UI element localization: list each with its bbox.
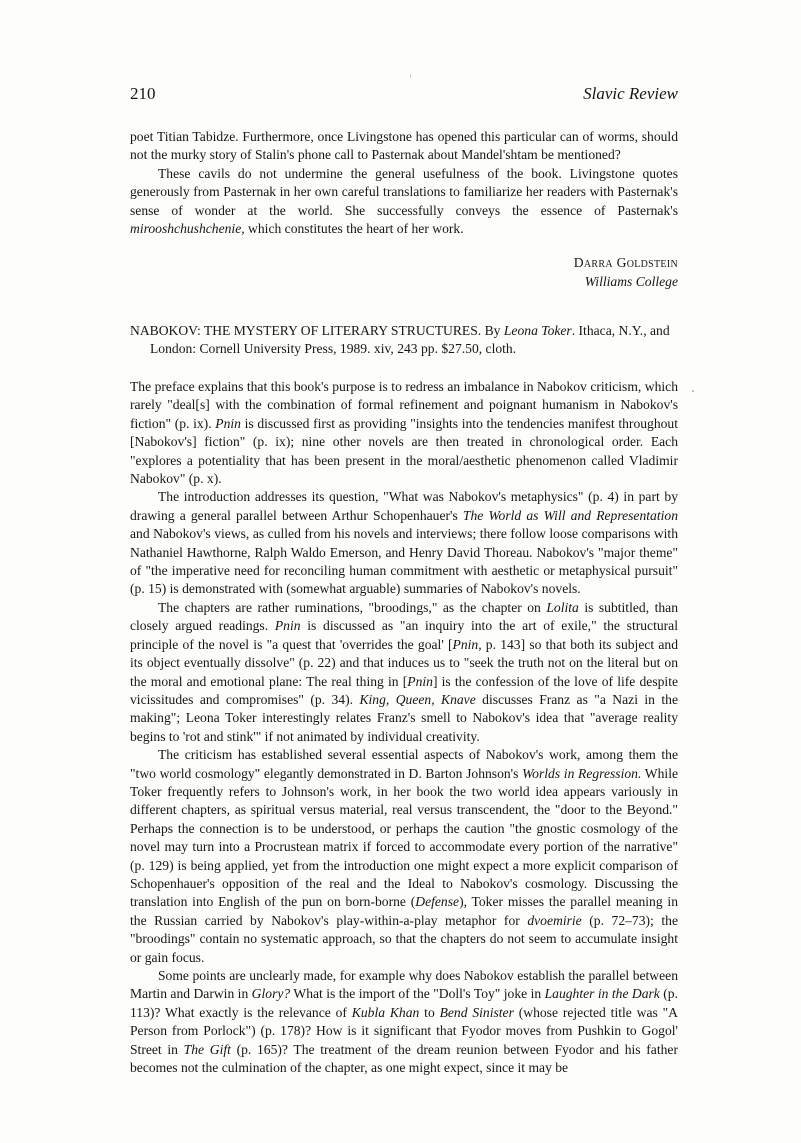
review-body bbox=[130, 378, 678, 1077]
paragraph: The preface explains that this book's purpose is to redress an imbalance in Nabokov criticism, which rarely "deal[s] with the combination of formal refinement and poignant humanism in Nabokov's fiction" (p. ix). Pnin is discussed first as providing "insights into the tendencies manifest throughout [Nabokov's] fiction" (p. ix); nine other novels are then treated in chronological order. Each "explores a potentiality that has been present in the moral/aesthetic phenomenon called Vladimir Nabokov" (p. x). bbox=[130, 379, 679, 487]
review-heading: NABOKOV: THE MYSTERY OF LITERARY STRUCTURES. By Leona Toker. Ithaca, N.Y., and London: Cornell University Press, 1989. xiv, 243 pp. $27.50, cloth. bbox=[130, 323, 670, 357]
journal-title: Slavic Review bbox=[583, 84, 678, 103]
paragraph: Some points are unclearly made, for example why does Nabokov establish the parallel between Martin and Darwin in Glory? What is the import of the "Doll's Toy" joke in Laughter in the Dark (p. 113)? What exactly is the relevance of Kubla Khan to Bend Sinister (whose rejected title was "A Person from Porlock") (p. 178)? How is it significant that Fyodor moves from Pushkin to Gogol' Street in The Gift (p. 165)? The treatment of the dream reunion between Fyodor and his father becomes not the culmination of the chapter, as one might expect, since it may be bbox=[130, 968, 678, 1076]
paragraph: These cavils do not undermine the general usefulness of the book. Livingstone quotes generously from Pasternak in her own careful translations to familiarize her readers with Pasternak's sense of wonder at the world. She successfully conveys the essence of Pasternak's mirooshchushchenie, which constitutes the heart of her work. bbox=[130, 165, 678, 237]
scan-mark bbox=[410, 74, 411, 78]
paragraph: The introduction addresses its question, "What was Nabokov's metaphysics" (p. 4) in part by drawing a general parallel between Arthur Schopenhauer's The World as Will and Representation and Nabokov's views, as culled from his novels and interviews; there follow loose comparisons with Nathaniel Hawthorne, Ralph Waldo Emerson, and Henry David Thoreau. Nabokov's "major theme" of "the imperative need for reconciling human commitment with aesthetic or metaphysical pursuit" (p. 15) is demonstrated with (somewhat arguable) summaries of Nabokov's novels. bbox=[130, 489, 678, 597]
reviewer-name: Darra Goldstein bbox=[573, 255, 678, 271]
reviewer-institution: Williams College bbox=[584, 273, 678, 289]
paragraph: poet Titian Tabidze. Furthermore, once Livingstone has opened this particular can of worms, should not the murky story of Stalin's phone call to Pasternak about Mandel'shtam be mentioned? bbox=[130, 129, 678, 163]
previous-review-ending bbox=[130, 128, 678, 291]
scan-speck bbox=[692, 390, 694, 392]
paragraph: The criticism has established several essential aspects of Nabokov's work, among them the "two world cosmology" elegantly demonstrated in D. Barton Johnson's Worlds in Regression. While Toker frequently refers to Johnson's work, in her book the two world idea appears variously in different chapters, as spiritual versus material, real versus transcendent, the "door to the Beyond." Perhaps the connection is to be understood, or perhaps the caution "the gnostic cosmology of the novel may turn into a Procrustean matrix if forced to accommodate every portion of the narrative" (p. 129) is being applied, yet from the introduction one might expect a more explicit comparison of Schopenhauer's opposition of the real and the Ideal to Nabokov's cosmology. Discussing the translation into English of the pun on born-borne (Defense), Toker misses the parallel meaning in the Russian carried by Nabokov's play-within-a-play metaphor for dvoemirie (p. 72–73); the "broodings" contain no systematic approach, so that the chapters do not seem to accumulate insight or gain focus. bbox=[130, 747, 679, 965]
paragraph: The chapters are rather ruminations, "broodings," as the chapter on Lolita is subtitled, than closely argued readings. Pnin is discussed as "an inquiry into the art of exile," the structural principle of the novel is "a quest that 'overrides the goal' [Pnin, p. 143] so that both its subject and its object eventually dissolve" (p. 22) and that induces us to "seek the truth not on the literal but on the moral and emotional plane: The real thing in [Pnin] is the confession of the love of life despite vicissitudes and compromises" (p. 34). King, Queen, Knave discusses Franz as "a Nazi in the making"; Leona Toker interestingly relates Franz's smell to Nabokov's idea that "average reality begins to 'rot and stink'" if not animated by individual creativity. bbox=[130, 599, 679, 744]
running-header bbox=[130, 84, 678, 104]
signature-block bbox=[130, 254, 678, 291]
page-number: 210 bbox=[130, 84, 156, 103]
